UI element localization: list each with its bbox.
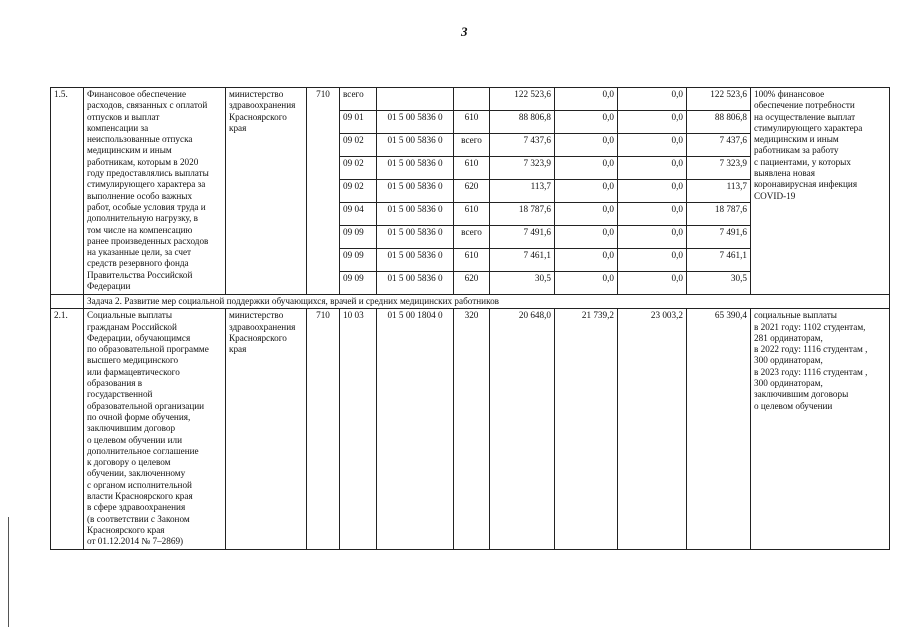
rzpr-cell: 09 09	[340, 249, 377, 272]
vr-cell: всего	[454, 226, 490, 249]
year2-cell: 0,0	[555, 249, 618, 272]
csr-cell: 01 5 00 1804 0	[377, 309, 454, 549]
total-cell: 7 491,6	[687, 226, 751, 249]
csr-cell: 01 5 00 5836 0	[377, 180, 454, 203]
year3-cell: 0,0	[618, 249, 687, 272]
total-cell: 7 437,6	[687, 134, 751, 157]
year3-cell: 0,0	[618, 203, 687, 226]
vr-cell: 610	[454, 249, 490, 272]
year1-cell: 122 523,6	[490, 88, 555, 111]
task-number-cell	[51, 295, 84, 309]
executor: министерство здравоохранения Красноярского края	[226, 309, 307, 549]
year1-cell: 20 648,0	[490, 309, 555, 549]
csr-cell: 01 5 00 5836 0	[377, 203, 454, 226]
measure-name: Социальные выплаты гражданам Российской Федерации, обучающимся по образовательной программе высшего медицинского или фармацевтического образования в государственной образовательной организации по очной форме обучения, заключившим договор о целевом обучении или дополнительное соглашение к договору о целевом обучении, заключенному с органом исполнительной власти Красноярского края в сфере здравоохранения (в соответствии с Законом Красноярского края от 01.12.2014 № 7–2869)	[84, 309, 226, 549]
year2-cell: 0,0	[555, 226, 618, 249]
total-cell: 18 787,6	[687, 203, 751, 226]
year3-cell: 0,0	[618, 134, 687, 157]
page-number: 3	[461, 24, 468, 39]
vr-cell: 620	[454, 272, 490, 295]
rzpr-cell: 09 04	[340, 203, 377, 226]
year3-cell: 0,0	[618, 157, 687, 180]
vr-cell: 610	[454, 203, 490, 226]
year1-cell: 113,7	[490, 180, 555, 203]
csr-cell: 01 5 00 5836 0	[377, 249, 454, 272]
expected-result: 100% финансовое обеспечение потребности на осуществление выплат стимулирующего характера медицинским и иным работникам за работу с пациентами, у которых выявлена новая коронавирусная инфекция COVID-19	[751, 88, 890, 295]
total-cell: 7 323,9	[687, 157, 751, 180]
program-table	[50, 87, 890, 550]
total-cell: 113,7	[687, 180, 751, 203]
year1-cell: 7 323,9	[490, 157, 555, 180]
year2-cell: 0,0	[555, 134, 618, 157]
total-cell: 7 461,1	[687, 249, 751, 272]
rzpr-cell: 09 02	[340, 157, 377, 180]
grbs-code: 710	[307, 88, 340, 295]
table-row	[51, 309, 890, 549]
total-cell: 122 523,6	[687, 88, 751, 111]
year1-cell: 18 787,6	[490, 203, 555, 226]
year2-cell: 0,0	[555, 157, 618, 180]
year2-cell: 0,0	[555, 88, 618, 111]
row-number: 2.1.	[51, 309, 84, 549]
rzpr-cell: 09 02	[340, 134, 377, 157]
vr-cell: 610	[454, 111, 490, 134]
task-header-row	[51, 295, 890, 309]
total-cell: 88 806,8	[687, 111, 751, 134]
total-cell: 30,5	[687, 272, 751, 295]
year1-cell: 7 491,6	[490, 226, 555, 249]
rzpr-cell: всего	[340, 88, 377, 111]
rzpr-cell: 10 03	[340, 309, 377, 549]
year2-cell: 21 739,2	[555, 309, 618, 549]
vr-cell: 620	[454, 180, 490, 203]
total-cell: 65 390,4	[687, 309, 751, 549]
csr-cell: 01 5 00 5836 0	[377, 134, 454, 157]
csr-cell: 01 5 00 5836 0	[377, 272, 454, 295]
year2-cell: 0,0	[555, 180, 618, 203]
vr-cell: всего	[454, 134, 490, 157]
grbs-code: 710	[307, 309, 340, 549]
csr-cell: 01 5 00 5836 0	[377, 157, 454, 180]
scan-edge-line	[8, 517, 9, 627]
expected-result: социальные выплаты в 2021 году: 1102 студентам, 281 ординаторам, в 2022 году: 1116 студентам , 300 ординаторам, в 2023 году: 1116 студентам , 300 ординаторам, заключившим договоры о целевом обучении	[751, 309, 890, 549]
rzpr-cell: 09 09	[340, 272, 377, 295]
year1-cell: 7 461,1	[490, 249, 555, 272]
year2-cell: 0,0	[555, 203, 618, 226]
rzpr-cell: 09 02	[340, 180, 377, 203]
measure-name: Финансовое обеспечение расходов, связанных с оплатой отпусков и выплат компенсации за неиспользованные отпуска медицинским и иным работникам, которым в 2020 году предоставлялись выплаты стимулирующего характера за выполнение особо важных работ, особые условия труда и дополнительную нагрузку, в том числе на компенсацию ранее произведенных расходов на указанные цели, за счет средств резервного фонда Правительства Российской Федерации	[84, 88, 226, 295]
table-row	[51, 88, 890, 111]
csr-cell: 01 5 00 5836 0	[377, 111, 454, 134]
vr-cell: 610	[454, 157, 490, 180]
rzpr-cell: 09 09	[340, 226, 377, 249]
year3-cell: 0,0	[618, 272, 687, 295]
row-number: 1.5.	[51, 88, 84, 295]
year3-cell: 0,0	[618, 180, 687, 203]
year2-cell: 0,0	[555, 272, 618, 295]
year1-cell: 30,5	[490, 272, 555, 295]
year2-cell: 0,0	[555, 111, 618, 134]
vr-cell: 320	[454, 309, 490, 549]
year1-cell: 88 806,8	[490, 111, 555, 134]
task-title: Задача 2. Развитие мер социальной поддержки обучающихся, врачей и средних медицинских работников	[84, 295, 890, 309]
csr-cell	[377, 88, 454, 111]
year1-cell: 7 437,6	[490, 134, 555, 157]
vr-cell	[454, 88, 490, 111]
year3-cell: 0,0	[618, 88, 687, 111]
rzpr-cell: 09 01	[340, 111, 377, 134]
csr-cell: 01 5 00 5836 0	[377, 226, 454, 249]
year3-cell: 0,0	[618, 226, 687, 249]
executor: министерство здравоохранения Красноярского края	[226, 88, 307, 295]
year3-cell: 0,0	[618, 111, 687, 134]
year3-cell: 23 003,2	[618, 309, 687, 549]
